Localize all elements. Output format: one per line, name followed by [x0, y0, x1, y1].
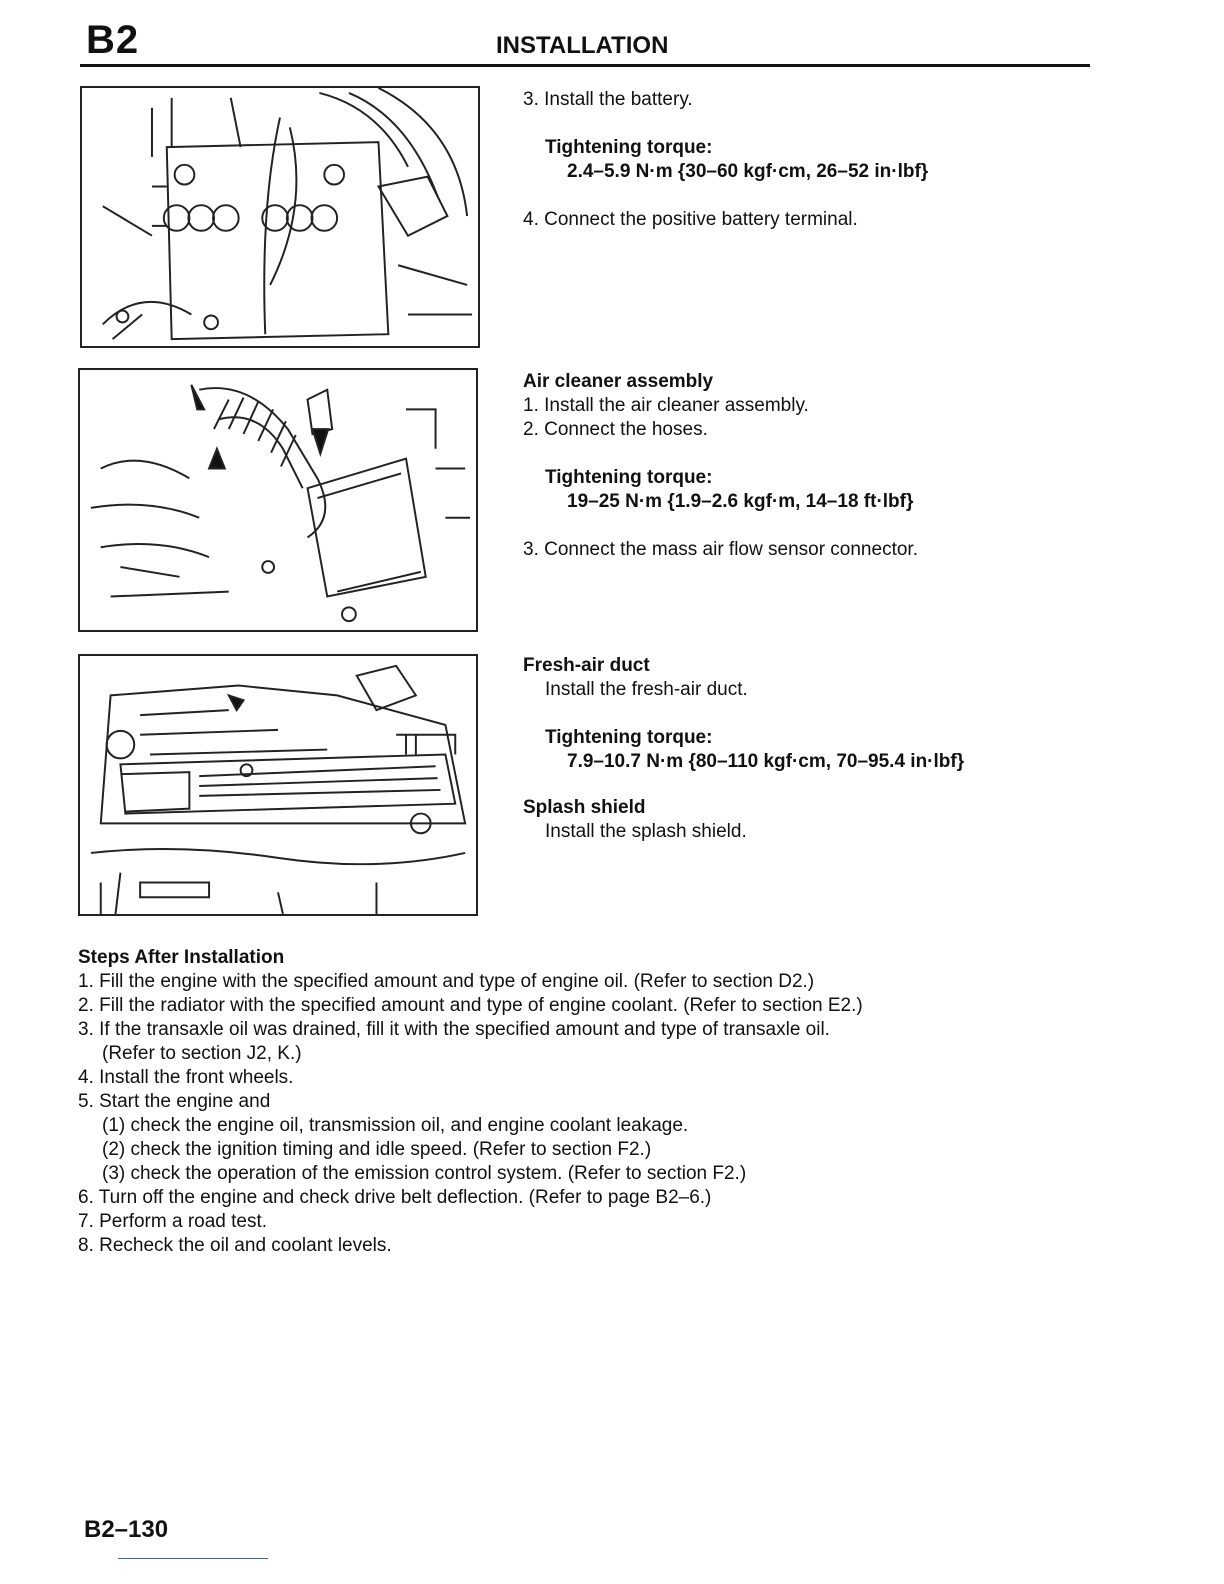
- step-5-3: (3) check the operation of the emission control system. (Refer to section F2.): [102, 1163, 747, 1184]
- air-cleaner-step-2: 2. Connect the hoses.: [523, 419, 708, 440]
- steps-after-installation: [78, 946, 1138, 1258]
- splash-shield-heading: Splash shield: [523, 797, 646, 818]
- step-2: 2. Fill the radiator with the specified amount and type of engine coolant. (Refer to section E2.): [78, 995, 863, 1016]
- air-cleaner-section: [523, 370, 1123, 562]
- section-code: B2: [86, 18, 140, 62]
- air-cleaner-illustration: [78, 368, 478, 632]
- air-cleaner-step-3: 3. Connect the mass air flow sensor connector.: [523, 539, 918, 560]
- air-cleaner-step-1: 1. Install the air cleaner assembly.: [523, 395, 809, 416]
- fresh-air-duct-illustration: [78, 654, 478, 916]
- battery-section: [523, 88, 1123, 232]
- splash-shield-instruction: Install the splash shield.: [545, 821, 747, 842]
- air-cleaner-heading: Air cleaner assembly: [523, 371, 714, 392]
- page-title: INSTALLATION: [496, 32, 669, 59]
- air-cleaner-torque-value: 19–25 N·m {1.9–2.6 kgf·m, 14–18 ft·lbf}: [567, 491, 914, 512]
- fresh-air-torque-value: 7.9–10.7 N·m {80–110 kgf·cm, 70–95.4 in·lbf}: [567, 751, 965, 772]
- battery-torque-value: 2.4–5.9 N·m {30–60 kgf·cm, 26–52 in·lbf}: [567, 161, 929, 182]
- fresh-air-torque-label: Tightening torque:: [545, 727, 713, 748]
- step-4: 4. Install the front wheels.: [78, 1067, 294, 1088]
- step-5-1: (1) check the engine oil, transmission oil, and engine coolant leakage.: [102, 1115, 689, 1136]
- step-3: 3. If the transaxle oil was drained, fill it with the specified amount and type of transaxle oil.: [78, 1019, 830, 1040]
- battery-illustration: [80, 86, 480, 348]
- battery-step-4: 4. Connect the positive battery terminal.: [523, 209, 858, 230]
- step-7: 7. Perform a road test.: [78, 1211, 268, 1232]
- steps-heading: Steps After Installation: [78, 947, 285, 968]
- footer-divider: [118, 1558, 268, 1559]
- fresh-air-heading: Fresh-air duct: [523, 655, 650, 676]
- page-number: B2–130: [84, 1516, 169, 1543]
- battery-step-3: 3. Install the battery.: [523, 89, 693, 110]
- step-5-2: (2) check the ignition timing and idle speed. (Refer to section F2.): [102, 1139, 652, 1160]
- fresh-air-instruction: Install the fresh-air duct.: [545, 679, 748, 700]
- step-3-reference: (Refer to section J2, K.): [102, 1043, 302, 1064]
- step-6: 6. Turn off the engine and check drive belt deflection. (Refer to page B2–6.): [78, 1187, 712, 1208]
- step-8: 8. Recheck the oil and coolant levels.: [78, 1235, 392, 1256]
- header-divider: [80, 64, 1090, 67]
- battery-torque-label: Tightening torque:: [545, 137, 713, 158]
- step-1: 1. Fill the engine with the specified amount and type of engine oil. (Refer to section D2.): [78, 971, 815, 992]
- air-cleaner-torque-label: Tightening torque:: [545, 467, 713, 488]
- step-5: 5. Start the engine and: [78, 1091, 271, 1112]
- fresh-air-section: [523, 654, 1143, 844]
